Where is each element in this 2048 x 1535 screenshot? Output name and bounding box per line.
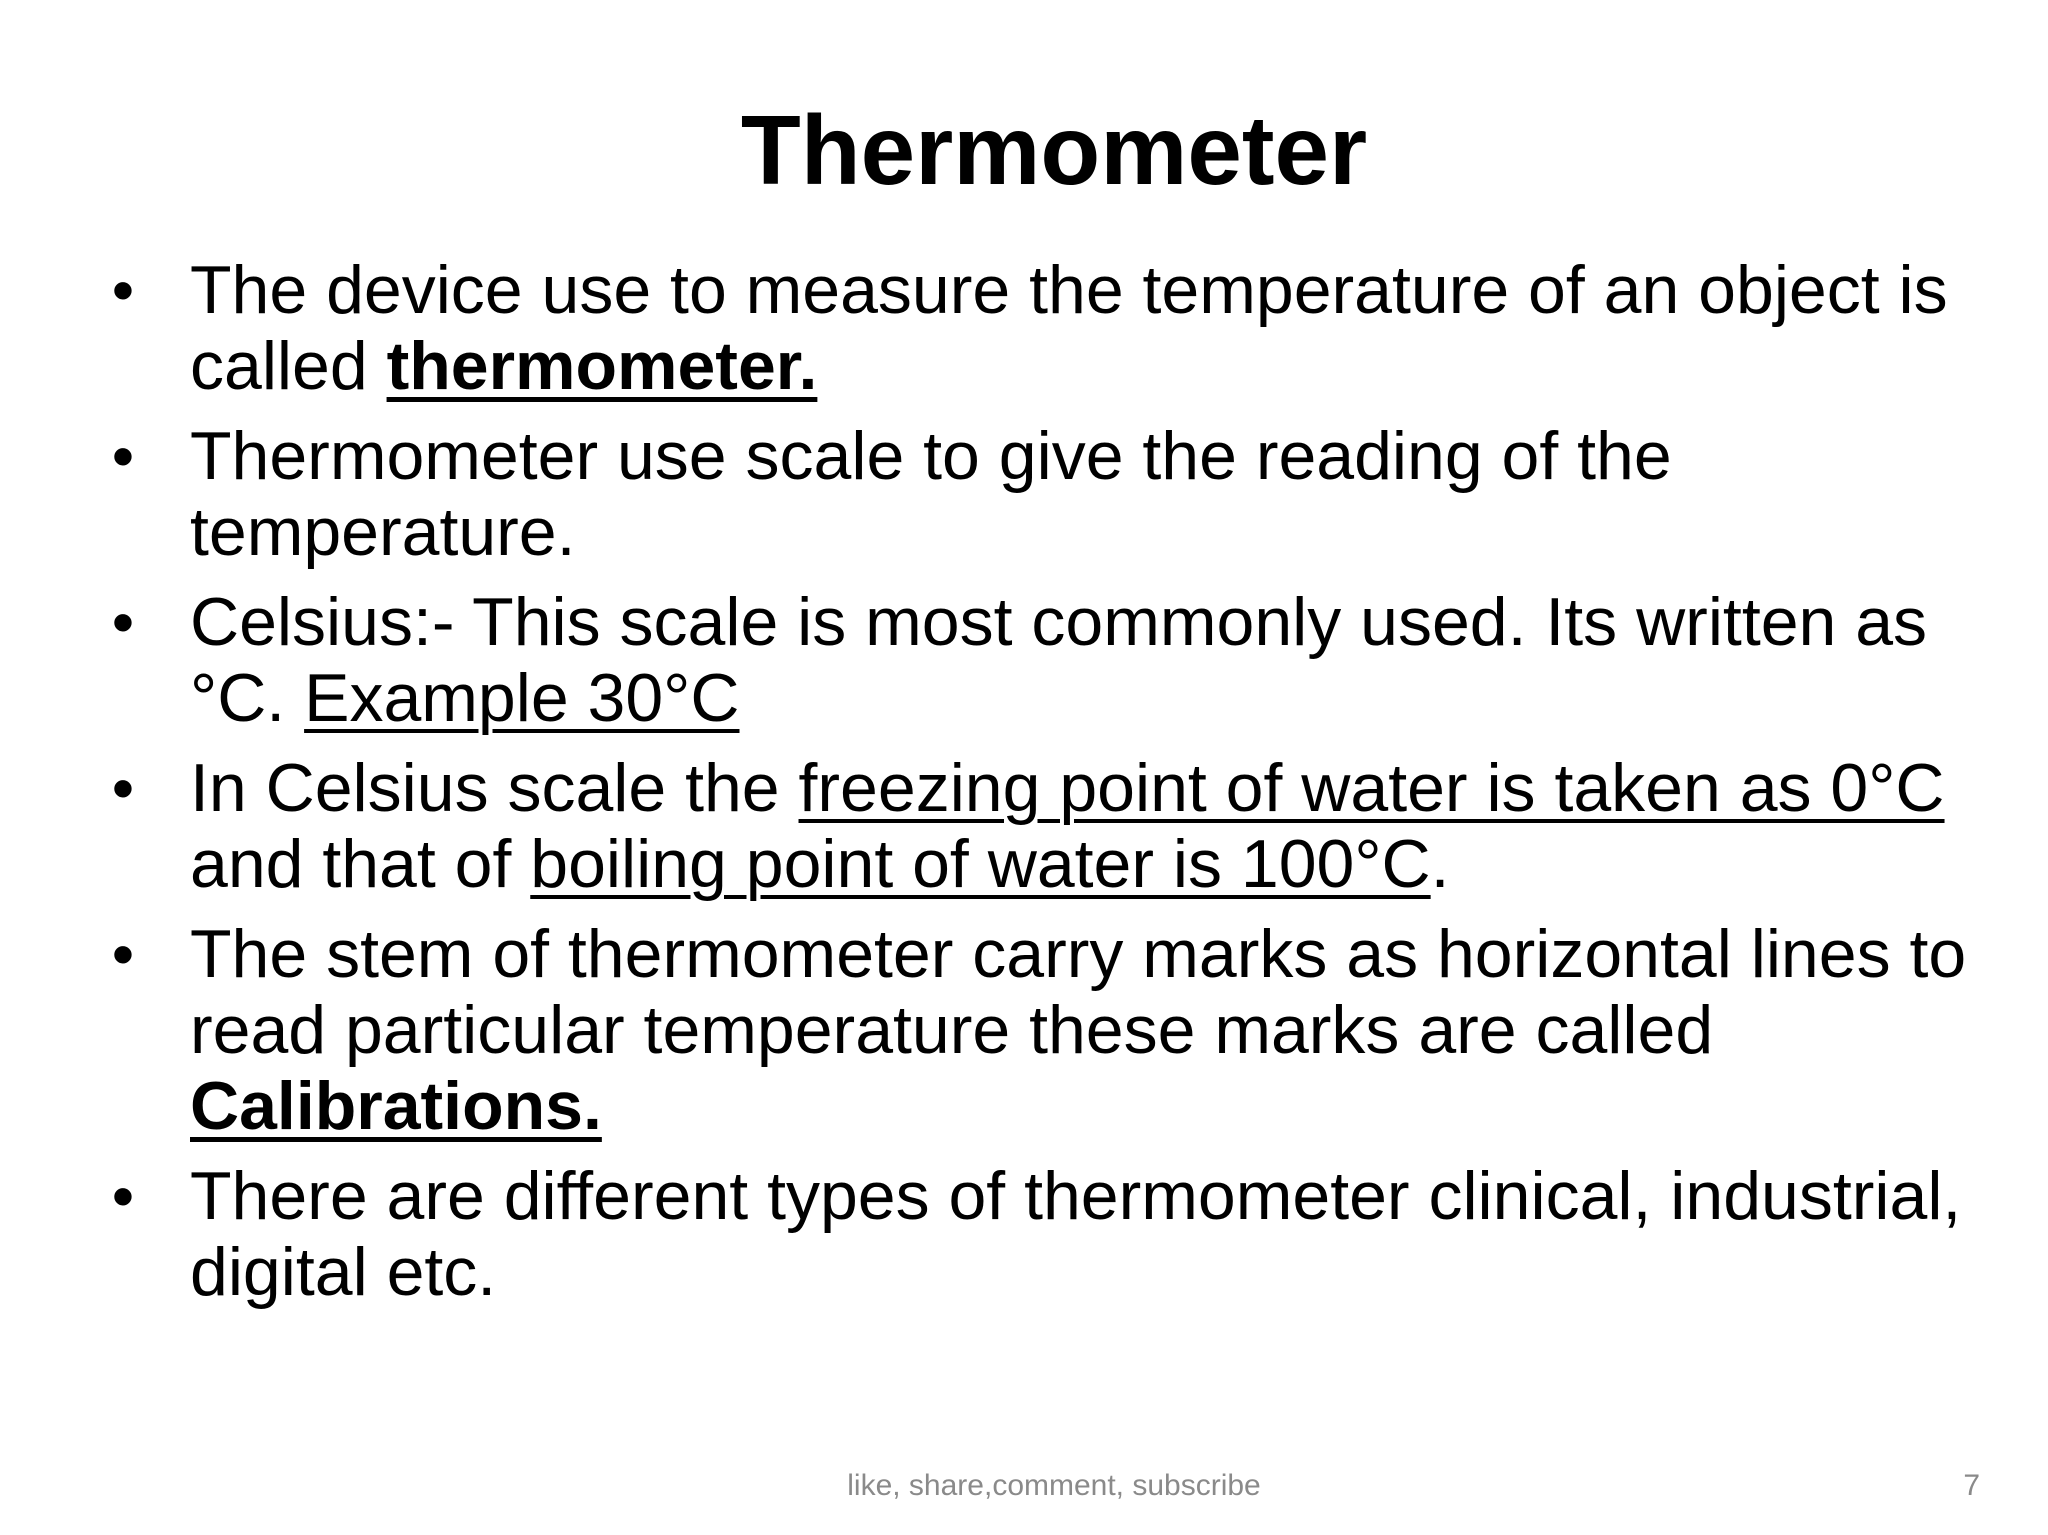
slide-footer — [0, 1466, 2048, 1506]
bullet-marker: • — [111, 752, 135, 824]
bullet-list — [108, 252, 1978, 1324]
bullet-boiling-point: boiling point of water is 100°C — [530, 826, 1431, 902]
bullet-text: The device use to measure the temperature of an object is called — [190, 252, 1948, 404]
bullet-marker: • — [111, 420, 135, 492]
bullet-text: The stem of thermometer carry marks as horizontal lines to read particular temperature these marks are called — [190, 916, 1967, 1068]
bullet-item — [108, 584, 1978, 736]
slide-number: 7 — [1963, 1469, 1980, 1502]
bullet-marker: • — [111, 918, 135, 990]
bullet-marker: • — [111, 1160, 135, 1232]
bullet-text: . — [1430, 826, 1450, 902]
bullet-keyword: Calibrations. — [190, 1068, 602, 1144]
bullet-item — [108, 1158, 1978, 1310]
bullet-freezing-point: freezing point of water is taken as 0°C — [798, 750, 1945, 826]
bullet-text: Celsius:- This scale is most commonly used. Its written as °C. — [190, 584, 1928, 736]
bullet-marker: • — [111, 254, 135, 326]
bullet-text: and that of — [190, 826, 531, 902]
bullet-text: There are different types of thermometer clinical, industrial, digital etc. — [190, 1158, 1962, 1310]
bullet-item — [108, 916, 1978, 1144]
bullet-keyword: thermometer. — [386, 328, 818, 404]
bullet-text: In Celsius scale the — [190, 750, 799, 826]
slide-title-text: Thermometer — [740, 95, 1368, 205]
bullet-example: Example 30°C — [304, 660, 740, 736]
bullet-marker: • — [111, 586, 135, 658]
footer-text: like, share,comment, subscribe — [847, 1469, 1261, 1502]
bullet-text: Thermometer use scale to give the reading of the temperature. — [190, 418, 1672, 570]
bullet-item — [108, 750, 1978, 902]
bullet-item — [108, 418, 1978, 570]
slide-title — [0, 80, 2048, 220]
bullet-item — [108, 252, 1978, 404]
